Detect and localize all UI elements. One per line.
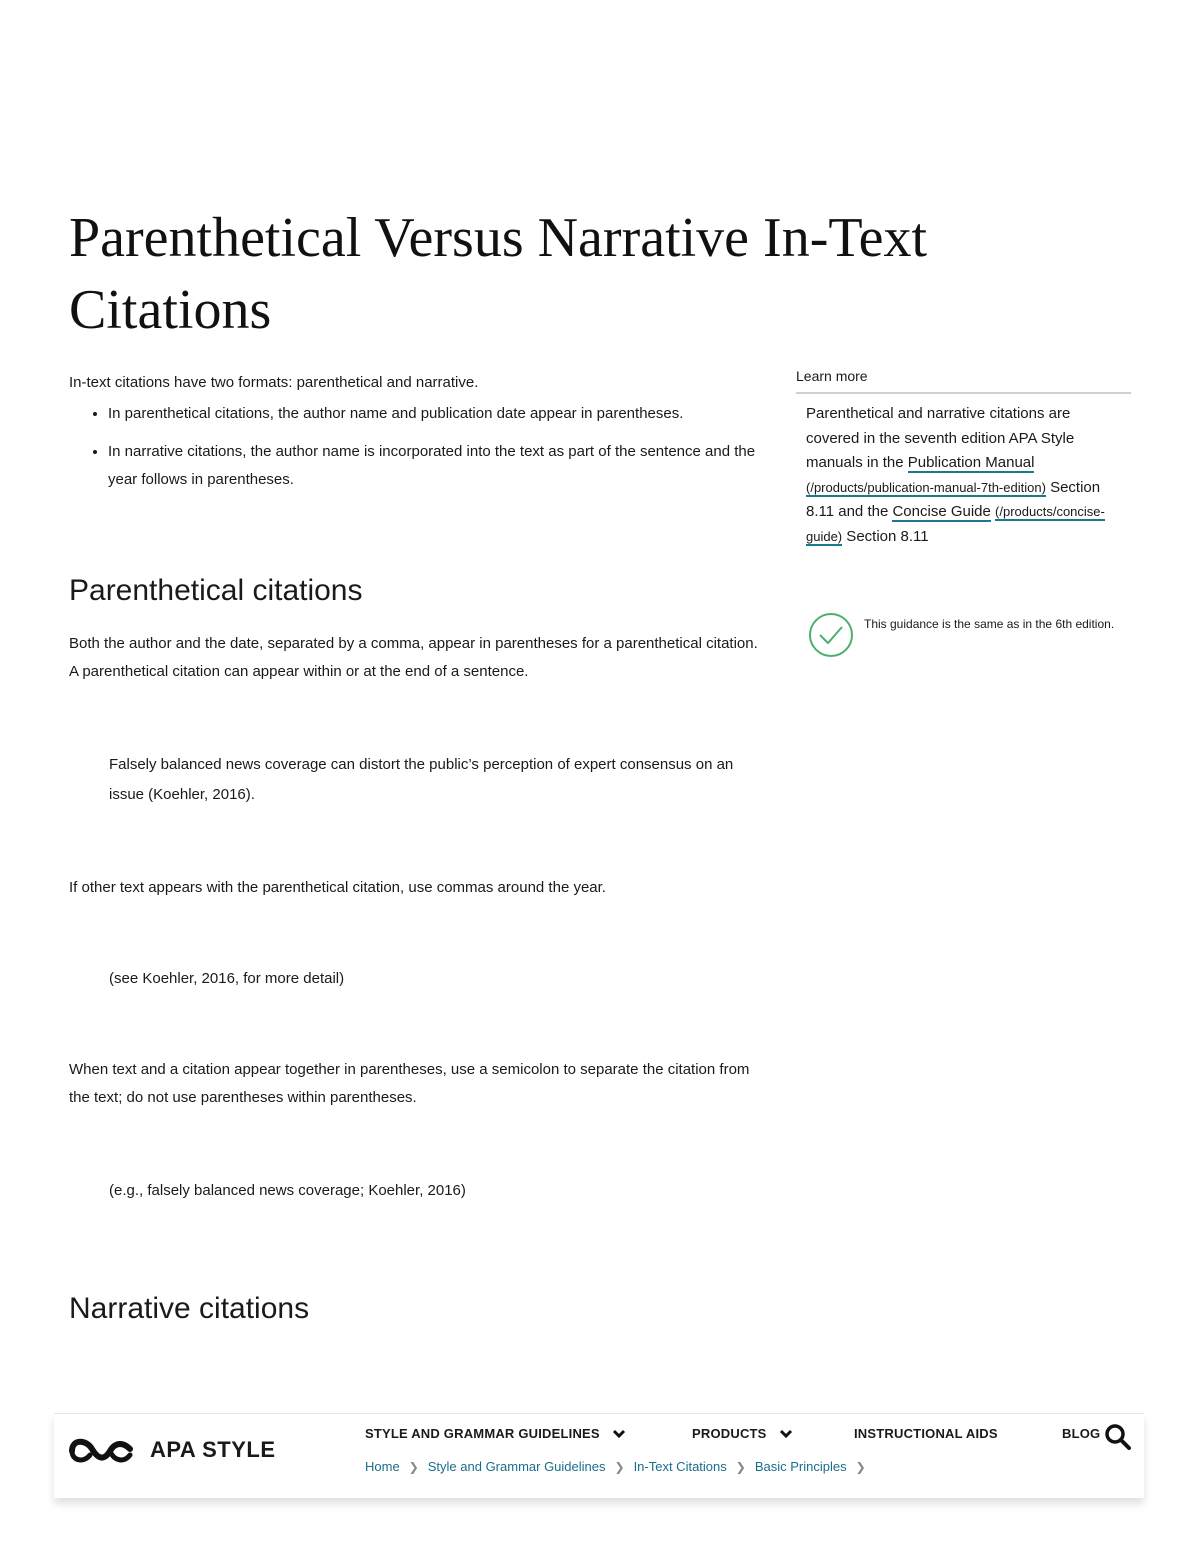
intro-list [69, 400, 769, 494]
breadcrumb-basic-principles[interactable]: Basic Principles [754, 1459, 847, 1474]
main-content [69, 370, 769, 1326]
page-title: Parenthetical Versus Narrative In-Text Citations [69, 207, 928, 341]
citation-example: (see Koehler, 2016, for more detail) [109, 970, 345, 987]
publication-manual-link[interactable]: Publication Manual [907, 454, 1035, 471]
apa-logo-icon [68, 1435, 134, 1465]
checkmark-circle-icon [808, 612, 854, 658]
breadcrumb-home[interactable]: Home [365, 1459, 400, 1474]
learn-more-panel [796, 368, 1131, 557]
chevron-right-icon: ❯ [735, 1459, 746, 1474]
nav-blog[interactable]: BLOG [1062, 1426, 1101, 1441]
section-heading-narrative: Narrative citations [69, 1292, 310, 1325]
chevron-right-icon: ❯ [855, 1459, 866, 1474]
publication-manual-url[interactable]: (/products/publication-manual-7th-edition) [806, 479, 1046, 495]
breadcrumb-style-grammar[interactable]: Style and Grammar Guidelines [427, 1459, 606, 1474]
chevron-down-icon [612, 1429, 626, 1439]
nav-style-grammar[interactable]: STYLE AND GRAMMAR GUIDELINES [365, 1426, 626, 1441]
learn-more-heading: Learn more [796, 368, 1131, 394]
apa-style-logo[interactable] [68, 1434, 276, 1466]
paragraph: If other text appears with the parenthetical citation, use commas around the year. [69, 879, 606, 896]
learn-more-text: Parenthetical and narrative citations are covered in the seventh edition APA Style manuals in the Publication Manual (/products/publication-manual-7th-edition) Section 8.11 and the Concise Guide (/products/concise-guide) Section 8.11 [806, 405, 1105, 545]
section-heading-parenthetical: Parenthetical citations [69, 574, 363, 607]
paragraph: When text and a citation appear together in parentheses, use a semicolon to separate the citation from the text; do not use parentheses within parentheses. [69, 1061, 750, 1106]
breadcrumb [365, 1459, 875, 1474]
chevron-right-icon: ❯ [408, 1459, 419, 1474]
site-navbar [54, 1413, 1144, 1498]
chevron-down-icon [779, 1429, 793, 1439]
list-item: • In narrative citations, the author name is incorporated into the text as part of the sentence and the year follows in parentheses. [108, 438, 769, 494]
concise-guide-link[interactable]: Concise Guide [892, 503, 991, 520]
chevron-right-icon: ❯ [614, 1459, 625, 1474]
citation-example: (e.g., falsely balanced news coverage; Koehler, 2016) [109, 1182, 466, 1199]
list-item: • In parenthetical citations, the author name and publication date appear in parentheses. [108, 400, 769, 428]
citation-example: Falsely balanced news coverage can distort the public’s perception of expert consensus on an issue (Koehler, 2016). [109, 756, 734, 803]
paragraph: Both the author and the date, separated by a comma, appear in parentheses for a parenthetical citation. A parenthetical citation can appear within or at the end of a sentence. [69, 635, 758, 680]
concise-guide-url[interactable]: (/products/concise-guide) [806, 504, 1105, 544]
breadcrumb-in-text-citations[interactable]: In-Text Citations [633, 1459, 727, 1474]
nav-products[interactable]: PRODUCTS [692, 1426, 793, 1441]
logo-text: APA STYLE [150, 1437, 276, 1462]
search-icon[interactable] [1104, 1423, 1132, 1451]
intro-text: In-text citations have two formats: parenthetical and narrative. [69, 374, 479, 391]
nav-instructional-aids[interactable]: INSTRUCTIONAL AIDS [854, 1426, 998, 1441]
edition-note-text: This guidance is the same as in the 6th edition. [864, 617, 1115, 631]
